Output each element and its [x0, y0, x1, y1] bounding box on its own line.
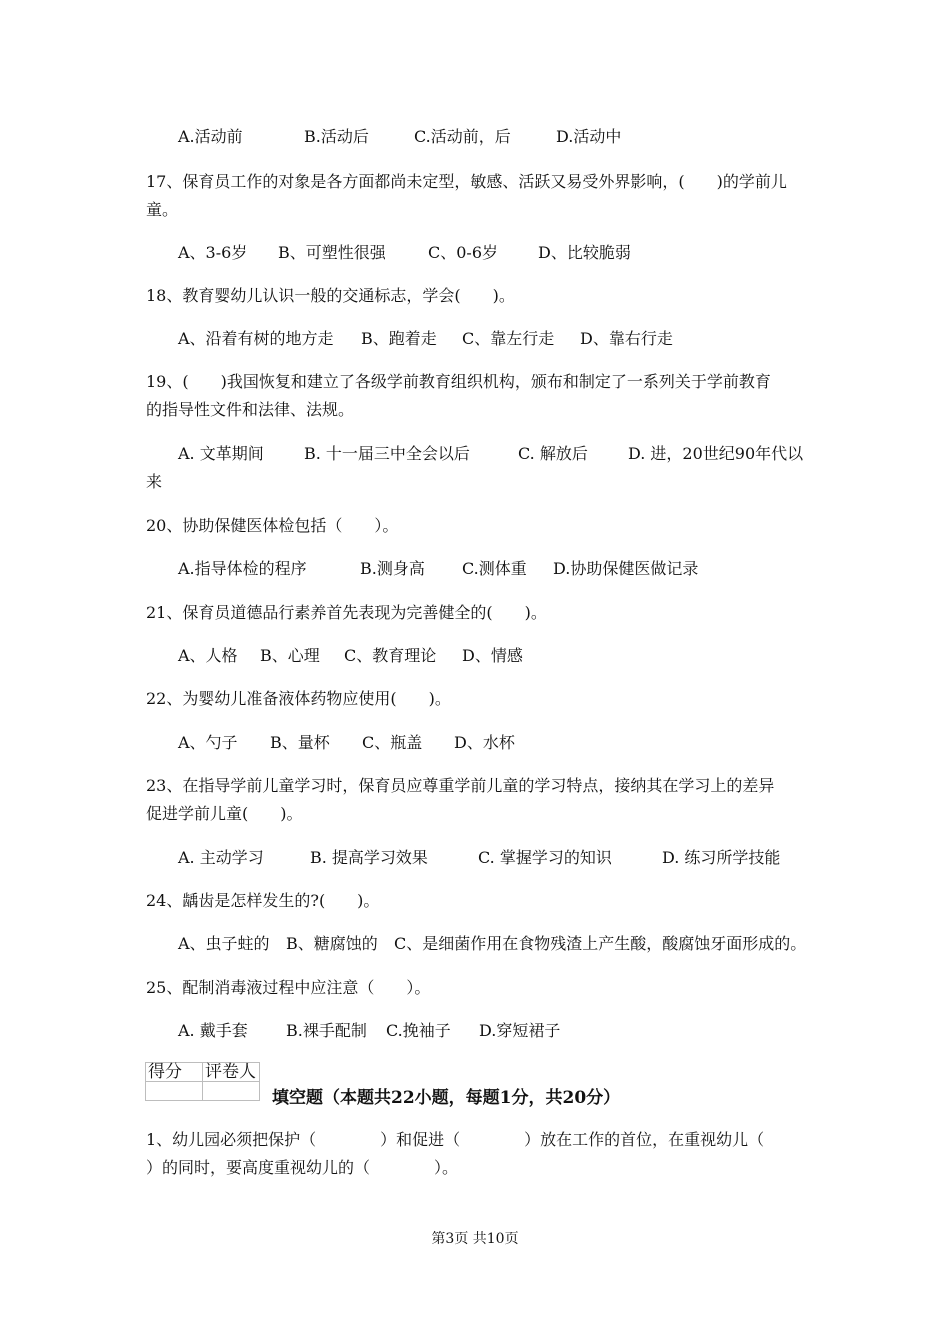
- q17-option-d: D、比较脆弱: [538, 243, 631, 262]
- q25-option-c: C.挽袖子: [386, 1021, 451, 1040]
- q24-option-a: A、虫子蛀的: [178, 934, 270, 953]
- q18-option-a: A、沿着有树的地方走: [178, 329, 334, 348]
- q16-option-a: A.活动前: [178, 127, 243, 146]
- q19-option-c: C. 解放后: [518, 444, 588, 463]
- q22-option-b: B、量杯: [270, 733, 330, 752]
- q24-option-b: B、糖腐蚀的: [286, 934, 378, 953]
- q20-option-b: B.测身高: [360, 559, 425, 578]
- section-title: 填空题（本题共22小题，每题1分，共20分）: [272, 1088, 621, 1108]
- q18-option-d: D、靠右行走: [580, 329, 673, 348]
- q19-option-a: A. 文革期间: [178, 444, 264, 463]
- score-label: 得分: [146, 1063, 203, 1082]
- grader-label: 评卷人: [203, 1063, 260, 1082]
- q23-text: 23、在指导学前儿童学习时，保育员应尊重学前儿童的学习特点，接纳其在学习上的差异: [146, 776, 775, 795]
- grader-cell: [203, 1082, 260, 1101]
- q24-text: 24、龋齿是怎样发生的?( )。: [146, 891, 380, 910]
- q20-option-d: D.协助保健医做记录: [553, 559, 699, 578]
- q23-text-cont: 促进学前儿童( )。: [146, 804, 303, 823]
- q20-text: 20、协助保健医体检包括（ ）。: [146, 516, 399, 535]
- q17-option-b: B、可塑性很强: [278, 243, 386, 262]
- q16-option-d: D.活动中: [556, 127, 622, 146]
- q21-text: 21、保育员道德品行素养首先表现为完善健全的( )。: [146, 603, 547, 622]
- q25-text: 25、配制消毒液过程中应注意（ ）。: [146, 978, 431, 997]
- q18-option-c: C、靠左行走: [462, 329, 555, 348]
- q21-option-b: B、心理: [260, 646, 320, 665]
- q22-text: 22、为婴幼儿准备液体药物应使用( )。: [146, 689, 451, 708]
- q21-option-c: C、教育理论: [344, 646, 437, 665]
- q19-text-cont: 的指导性文件和法律、法规。: [146, 400, 355, 419]
- q19-option-d-wrap: 来: [146, 472, 163, 491]
- score-cell: [146, 1082, 203, 1101]
- q19-text: 19、( )我国恢复和建立了各级学前教育组织机构，颁布和制定了一系列关于学前教育: [146, 372, 771, 391]
- q24-option-c: C、是细菌作用在食物残渣上产生酸，酸腐蚀牙面形成的。: [394, 934, 807, 953]
- q20-option-c: C.测体重: [462, 559, 527, 578]
- q23-option-a: A. 主动学习: [178, 848, 264, 867]
- q19-option-b: B. 十一届三中全会以后: [304, 444, 470, 463]
- q22-option-c: C、瓶盖: [362, 733, 423, 752]
- q19-option-d: D. 进，20世纪90年代以: [628, 444, 804, 463]
- q17-text-cont: 童。: [146, 200, 179, 219]
- page-footer: 第3页 共10页: [431, 1231, 519, 1247]
- q25-option-b: B.裸手配制: [286, 1021, 367, 1040]
- score-box: [145, 1062, 260, 1101]
- q23-option-b: B. 提高学习效果: [310, 848, 428, 867]
- q16-option-b: B.活动后: [304, 127, 369, 146]
- q16-option-c: C.活动前，后: [414, 127, 511, 146]
- q17-text: 17、保育员工作的对象是各方面都尚未定型，敏感、活跃又易受外界影响，( )的学前儿: [146, 172, 787, 191]
- fill1-text-cont: ）的同时，要高度重视幼儿的（ ）。: [146, 1158, 459, 1177]
- q18-option-b: B、跑着走: [361, 329, 437, 348]
- q23-option-c: C. 掌握学习的知识: [478, 848, 612, 867]
- q23-option-d: D. 练习所学技能: [662, 848, 781, 867]
- fill1-text: 1、幼儿园必须把保护（ ）和促进（ ）放在工作的首位，在重视幼儿（: [146, 1130, 765, 1149]
- q25-option-a: A. 戴手套: [178, 1021, 248, 1040]
- q21-option-d: D、情感: [462, 646, 523, 665]
- q18-text: 18、教育婴幼儿认识一般的交通标志，学会( )。: [146, 286, 515, 305]
- q17-option-c: C、0-6岁: [428, 243, 499, 262]
- q25-option-d: D.穿短裙子: [479, 1021, 561, 1040]
- q22-option-a: A、勺子: [178, 733, 238, 752]
- q17-option-a: A、3-6岁: [178, 243, 248, 262]
- q20-option-a: A.指导体检的程序: [178, 559, 307, 578]
- q22-option-d: D、水杯: [454, 733, 515, 752]
- q21-option-a: A、人格: [178, 646, 238, 665]
